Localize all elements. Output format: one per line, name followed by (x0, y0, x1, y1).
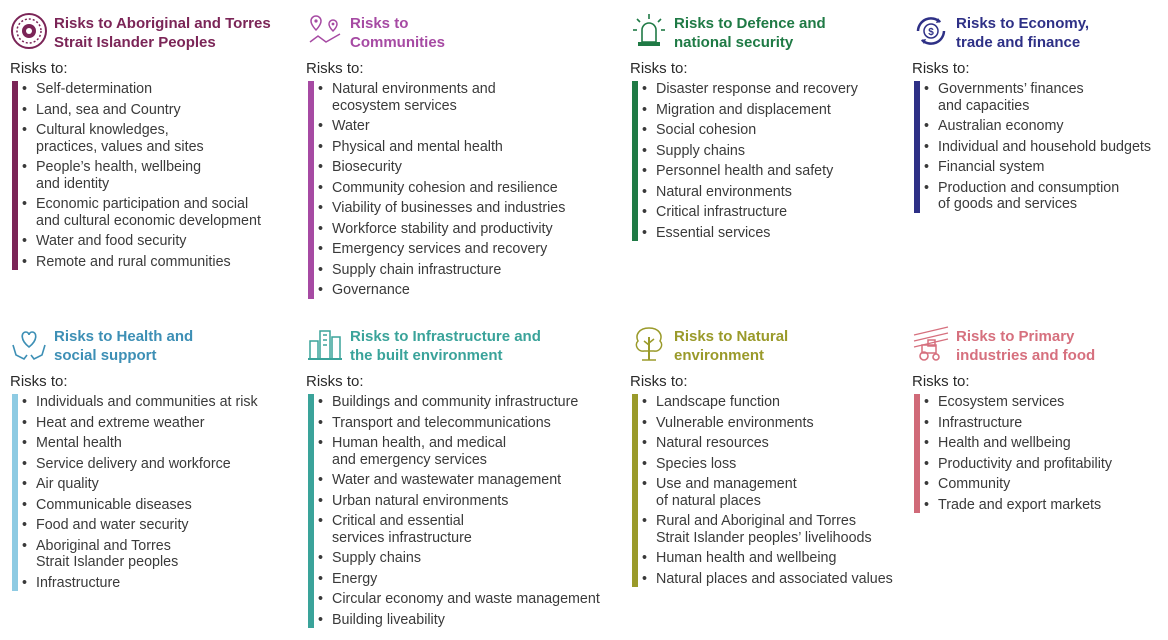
list-item: • Human health, and medical and emergency services (332, 435, 576, 468)
card-title: Risks to Economy, trade and finance (956, 15, 1090, 51)
risk-list (306, 81, 576, 299)
risks-label: Risks to: (912, 373, 970, 390)
list-item: • Financial system (938, 159, 1168, 176)
list-item: • Community (938, 476, 1168, 493)
svg-text:$: $ (928, 27, 934, 38)
accent-bar (12, 394, 18, 591)
list-item: • Heat and extreme weather (36, 415, 280, 432)
card-title: Risks to Health and social support (54, 328, 194, 364)
accent-bar (632, 394, 638, 587)
list-item: • Rural and Aboriginal and Torres Strait Islander peoples’ livelihoods (656, 513, 900, 546)
list-item: • Aboriginal and Torres Strait Islander peoples (36, 538, 280, 571)
list-item: • Communicable diseases (36, 497, 280, 514)
list-item: • Water (332, 118, 576, 135)
card-primary (912, 325, 1168, 517)
list-item: • Health and wellbeing (938, 435, 1168, 452)
accent-bar (632, 81, 638, 241)
dollar-cycle-icon (912, 12, 950, 50)
card-natural (630, 325, 900, 591)
list-item: • Social cohesion (656, 122, 900, 139)
card-economy (912, 12, 1168, 217)
tractor-field-icon (912, 325, 950, 363)
risks-label: Risks to: (10, 373, 68, 390)
card-header (10, 325, 280, 369)
risk-list (912, 81, 1168, 213)
list-item: • Energy (332, 571, 576, 588)
card-aboriginal (10, 12, 280, 274)
list-item: • Self-determination (36, 81, 280, 98)
risks-label: Risks to: (630, 373, 688, 390)
city-buildings-icon (306, 325, 344, 363)
tree-icon (630, 325, 668, 363)
card-defence (630, 12, 900, 245)
list-item: • Migration and displacement (656, 102, 900, 119)
list-item: • Water and food security (36, 233, 280, 250)
card-title: Risks to Defence and national security (674, 15, 826, 51)
list-item: • Mental health (36, 435, 280, 452)
list-item: • People’s health, wellbeing and identity (36, 159, 280, 192)
accent-bar (308, 81, 314, 299)
card-title: Risks to Natural environment (674, 328, 789, 364)
list-item: • Productivity and profitability (938, 456, 1168, 473)
list-item: • Natural environments and ecosystem services (332, 81, 576, 114)
list-item: • Physical and mental health (332, 139, 576, 156)
accent-bar (914, 81, 920, 213)
list-item: • Production and consumption of goods and services (938, 180, 1168, 213)
list-item: • Building liveability (332, 612, 576, 629)
list-item: • Personnel health and safety (656, 163, 900, 180)
list-item: • Individuals and communities at risk (36, 394, 280, 411)
list-item: • Disaster response and recovery (656, 81, 900, 98)
list-item: • Human health and wellbeing (656, 550, 900, 567)
accent-bar (308, 394, 314, 628)
list-item: • Ecosystem services (938, 394, 1168, 411)
card-infrastructure (306, 325, 600, 632)
risk-list (912, 394, 1168, 513)
list-item: • Governance (332, 282, 576, 299)
card-header (306, 325, 576, 369)
list-item: • Infrastructure (938, 415, 1168, 432)
card-header (306, 12, 576, 56)
list-item: • Species loss (656, 456, 900, 473)
list-item: • Supply chain infrastructure (332, 262, 576, 279)
list-item: • Infrastructure (36, 575, 280, 592)
card-communities (306, 12, 576, 303)
aboriginal-symbol-icon (10, 12, 48, 50)
accent-bar (914, 394, 920, 513)
list-item: • Individual and household budgets (938, 139, 1168, 156)
risks-label: Risks to: (10, 60, 68, 77)
list-item: • Governments’ finances and capacities (938, 81, 1168, 114)
list-item: • Trade and export markets (938, 497, 1168, 514)
risk-list (630, 81, 900, 241)
list-item: • Water and wastewater management (332, 472, 576, 489)
card-title: Risks to Aboriginal and Torres Strait Islander Peoples (54, 15, 271, 51)
heart-hands-icon (10, 325, 48, 363)
card-header (912, 12, 1168, 56)
list-item: • Emergency services and recovery (332, 241, 576, 258)
list-item: • Service delivery and workforce (36, 456, 280, 473)
risks-label: Risks to: (306, 60, 364, 77)
list-item: • Vulnerable environments (656, 415, 900, 432)
card-title: Risks to Infrastructure and the built environment (350, 328, 541, 364)
list-item: • Supply chains (332, 550, 576, 567)
list-item: • Air quality (36, 476, 280, 493)
list-item: • Essential services (656, 225, 900, 242)
card-header (630, 12, 900, 56)
list-item: • Natural resources (656, 435, 900, 452)
list-item: • Remote and rural communities (36, 254, 280, 271)
list-item: • Circular economy and waste management (332, 591, 576, 608)
accent-bar (12, 81, 18, 270)
risks-label: Risks to: (630, 60, 688, 77)
list-item: • Landscape function (656, 394, 900, 411)
card-header (10, 12, 280, 56)
list-item: • Use and management of natural places (656, 476, 900, 509)
card-title: Risks to Communities (350, 15, 446, 51)
card-header (912, 325, 1168, 369)
risks-label: Risks to: (306, 373, 364, 390)
list-item: • Biosecurity (332, 159, 576, 176)
list-item: • Economic participation and social and cultural economic development (36, 196, 280, 229)
list-item: • Land, sea and Country (36, 102, 280, 119)
card-header (630, 325, 900, 369)
list-item: • Food and water security (36, 517, 280, 534)
risk-list (10, 394, 280, 591)
card-health (10, 325, 280, 595)
map-pins-icon (306, 12, 344, 50)
list-item: • Natural places and associated values (656, 571, 900, 588)
list-item: • Transport and telecommunications (332, 415, 576, 432)
alarm-siren-icon (630, 12, 668, 50)
list-item: • Natural environments (656, 184, 900, 201)
list-item: • Australian economy (938, 118, 1168, 135)
risk-list (630, 394, 900, 587)
risk-list (10, 81, 280, 270)
list-item: • Supply chains (656, 143, 900, 160)
list-item: • Buildings and community infrastructure (332, 394, 576, 411)
list-item: • Viability of businesses and industries (332, 200, 576, 217)
list-item: • Workforce stability and productivity (332, 221, 576, 238)
list-item: • Critical infrastructure (656, 204, 900, 221)
risks-label: Risks to: (912, 60, 970, 77)
risk-list (306, 394, 600, 628)
card-title: Risks to Primary industries and food (956, 328, 1096, 364)
list-item: • Cultural knowledges, practices, values and sites (36, 122, 280, 155)
list-item: • Critical and essential services infrastructure (332, 513, 576, 546)
list-item: • Community cohesion and resilience (332, 180, 576, 197)
list-item: • Urban natural environments (332, 493, 576, 510)
